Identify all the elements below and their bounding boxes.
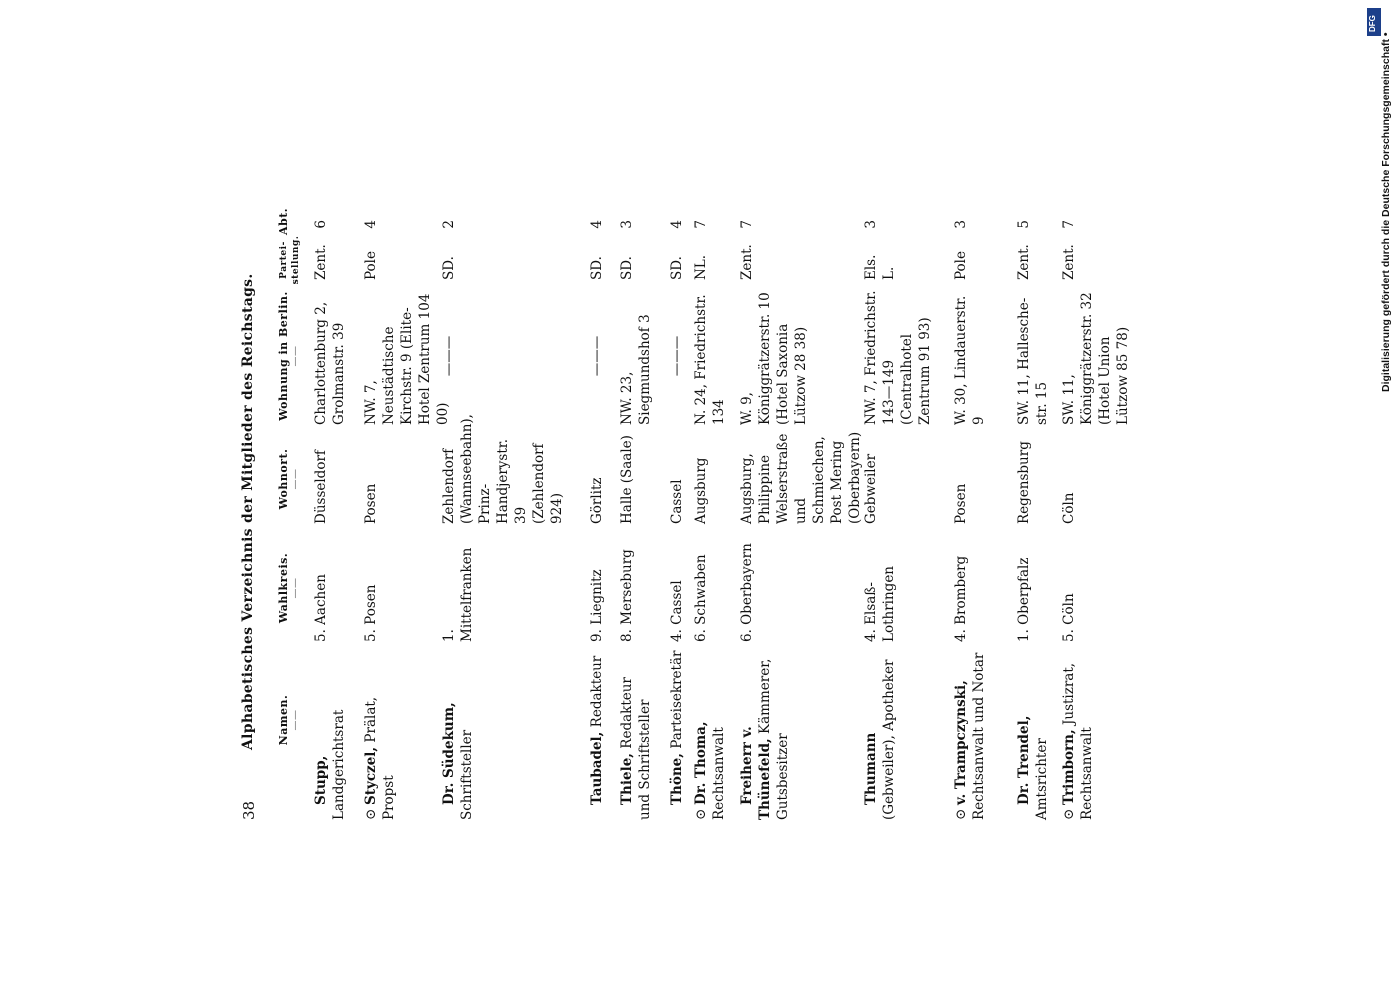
member-occupation: Rechtsanwalt und Notar <box>971 652 987 820</box>
wohnort-cell: Düsseldorf <box>313 450 329 524</box>
member-name: Trimborn, <box>1061 729 1077 805</box>
abteilung-cell: 5 <box>1016 220 1032 229</box>
berlin-address-cell: NW. 7, Neustädtische Kirchstr. 9 (Elite-Hotel Zentrum 104 00) <box>363 293 451 425</box>
wahlkreis-cell: 5. Aachen <box>313 574 329 642</box>
berlin-address-cell: SW. 11, Königgrätzerstr. 32 (Hotel Union Lützow 85 78) <box>1061 292 1131 425</box>
party-cell: Pole <box>953 251 969 280</box>
berlin-address-cell: NW. 23, Siegmundshof 3 <box>619 314 653 425</box>
member-name-cell <box>952 650 988 820</box>
member-occupation: Amtsrichter <box>1034 738 1050 820</box>
member-occupation: Parteisekretär <box>669 650 685 754</box>
page-number: 38 <box>240 800 258 820</box>
header-wahlkreis: Wahlkreis. —— <box>277 552 301 624</box>
member-name: Thumann <box>863 732 879 805</box>
marker-icon: ⊙ <box>1061 808 1077 820</box>
party-cell: SD. <box>619 256 635 280</box>
member-name-cell <box>1015 650 1051 820</box>
party-cell: Zent. <box>739 244 755 280</box>
abteilung-cell: 3 <box>863 220 879 229</box>
dfg-logo: DFG <box>1367 8 1381 36</box>
member-name-cell <box>588 650 606 820</box>
member-occupation: Kämmerer, Gutsbesitzer <box>757 658 791 820</box>
member-name-cell <box>738 650 792 820</box>
header-abt: Abt. <box>277 207 290 235</box>
member-occupation: (Gebweiler), Apotheker <box>881 659 897 820</box>
party-cell: Pole <box>363 251 379 280</box>
berlin-address-cell: ——— <box>669 335 685 377</box>
party-cell: SD. <box>669 256 685 280</box>
member-name: Stupp, <box>313 755 329 805</box>
member-name-cell <box>692 650 728 820</box>
member-name: Dr. Südekum, <box>441 702 457 805</box>
abteilung-cell: 7 <box>1061 220 1077 229</box>
marker-icon: ⊙ <box>363 808 379 820</box>
berlin-address-cell: W. 9, Königgrätzerstr. 10 (Hotel Saxonia Lützow 28 38) <box>739 292 809 425</box>
wohnort-cell: Augsburg, Philippine Welserstraße und Schmiechen, Post Mering (Oberbayern) <box>739 431 863 524</box>
member-occupation: Redakteur und Schriftsteller <box>619 677 653 820</box>
member-occupation: Redakteur <box>589 655 605 732</box>
party-cell: SD. <box>441 256 457 280</box>
wohnort-cell: Augsburg <box>693 457 709 524</box>
member-name-cell <box>362 650 398 820</box>
member-name-cell <box>668 650 686 820</box>
party-cell: Els. L. <box>863 254 897 280</box>
wohnort-cell: Cöln <box>1061 492 1077 524</box>
abteilung-cell: 4 <box>669 220 685 229</box>
abteilung-cell: 3 <box>619 220 635 229</box>
member-occupation: Justizrat, Rechtsanwalt <box>1061 662 1095 820</box>
berlin-address-cell: ——— <box>441 335 457 377</box>
abteilung-cell: 7 <box>739 220 755 229</box>
abteilung-cell: 2 <box>441 220 457 229</box>
member-name: Styczel, <box>363 746 379 805</box>
header-berlin: Wohnung in Berlin. —— <box>277 291 301 421</box>
member-name: Taubadel, <box>589 731 605 805</box>
berlin-address-cell: SW. 11, Hallesche-str. 15 <box>1016 297 1050 425</box>
berlin-address-cell: Charlottenburg 2, Grolmanstr. 39 <box>313 301 347 425</box>
member-occupation: Rechtsanwalt <box>711 727 727 820</box>
wahlkreis-cell: 8. Merseburg <box>619 549 635 642</box>
member-occupation: Schriftsteller <box>459 729 475 820</box>
wahlkreis-cell: 6. Schwaben <box>693 554 709 642</box>
party-cell: Zent. <box>1061 244 1077 280</box>
wahlkreis-cell: 5. Cöln <box>1061 593 1077 642</box>
abteilung-cell: 3 <box>953 220 969 229</box>
wahlkreis-cell: 5. Posen <box>363 584 379 642</box>
wahlkreis-cell: 4. Elsaß-Lothringen <box>863 565 897 642</box>
member-occupation: Prälat, Propst <box>363 696 397 820</box>
member-name: Thöne, <box>669 753 685 805</box>
wahlkreis-cell: 6. Oberbayern <box>739 543 755 642</box>
abteilung-cell: 6 <box>313 220 329 229</box>
wohnort-cell: Gebweiler <box>863 453 879 524</box>
berlin-address-cell: ——— <box>589 335 605 377</box>
wahlkreis-cell: 1. Oberpfalz <box>1016 557 1032 642</box>
abteilung-cell: 4 <box>589 220 605 229</box>
abteilung-cell: 7 <box>693 220 709 229</box>
marker-icon: ⊙ <box>953 808 969 820</box>
berlin-address-cell: NW. 7, Friedrichstr. 143—149 (Centralhotel Zentrum 91 93) <box>863 290 933 425</box>
wohnort-cell: Görlitz <box>589 477 605 524</box>
berlin-address-cell: W. 30, Lindauerstr. 9 <box>953 295 987 425</box>
wohnort-cell: Regensburg <box>1016 441 1032 524</box>
header-partei: Partei-stellung. <box>279 235 301 285</box>
wohnort-cell: Posen <box>363 483 379 524</box>
member-name-cell <box>1060 650 1096 820</box>
member-name: Freiherr v. Thünefeld, <box>739 726 773 820</box>
member-name-cell <box>618 650 654 820</box>
party-cell: Zent. <box>313 244 329 280</box>
member-name-cell <box>862 650 898 820</box>
member-name: Dr. Trendel, <box>1016 715 1032 805</box>
wahlkreis-cell: 4. Bromberg <box>953 555 969 642</box>
wohnort-cell: Cassel <box>669 479 685 524</box>
wohnort-cell: Halle (Saale) <box>619 435 635 524</box>
party-cell: Zent. <box>1016 244 1032 280</box>
wohnort-cell: Posen <box>953 483 969 524</box>
wohnort-cell: Zehlendorf (Wannseebahn), Prinz-Handjerystr. 39 (Zehlendorf 924) <box>441 414 565 524</box>
member-name: Thiele, <box>619 753 635 805</box>
member-name: Dr. Thoma, <box>693 721 709 805</box>
dfg-funding-note: Digitalisierung gefördert durch die Deutsche Forschungsgemeinschaft • <box>1380 32 1392 392</box>
member-name-cell <box>440 650 476 820</box>
page-title: Alphabetisches Verzeichnis der Mitglieder des Reichstags. <box>240 273 256 750</box>
party-cell: SD. <box>589 256 605 280</box>
member-name: v. Trampczynski, <box>953 680 969 805</box>
document-page <box>240 207 1140 820</box>
abteilung-cell: 4 <box>363 220 379 229</box>
member-name-cell <box>312 650 348 820</box>
header-wohnort: Wohnort. —— <box>277 448 301 510</box>
marker-icon: ⊙ <box>693 808 709 820</box>
member-occupation: Landgerichtsrat <box>331 709 347 820</box>
wahlkreis-cell: 4. Cassel <box>669 580 685 642</box>
wahlkreis-cell: 1. Mittelfranken <box>441 547 475 642</box>
berlin-address-cell: N. 24, Friedrichstr. 134 <box>693 294 727 425</box>
party-cell: NL. <box>693 254 709 280</box>
wahlkreis-cell: 9. Liegnitz <box>589 569 605 642</box>
header-name: Namen. —— <box>277 694 301 746</box>
